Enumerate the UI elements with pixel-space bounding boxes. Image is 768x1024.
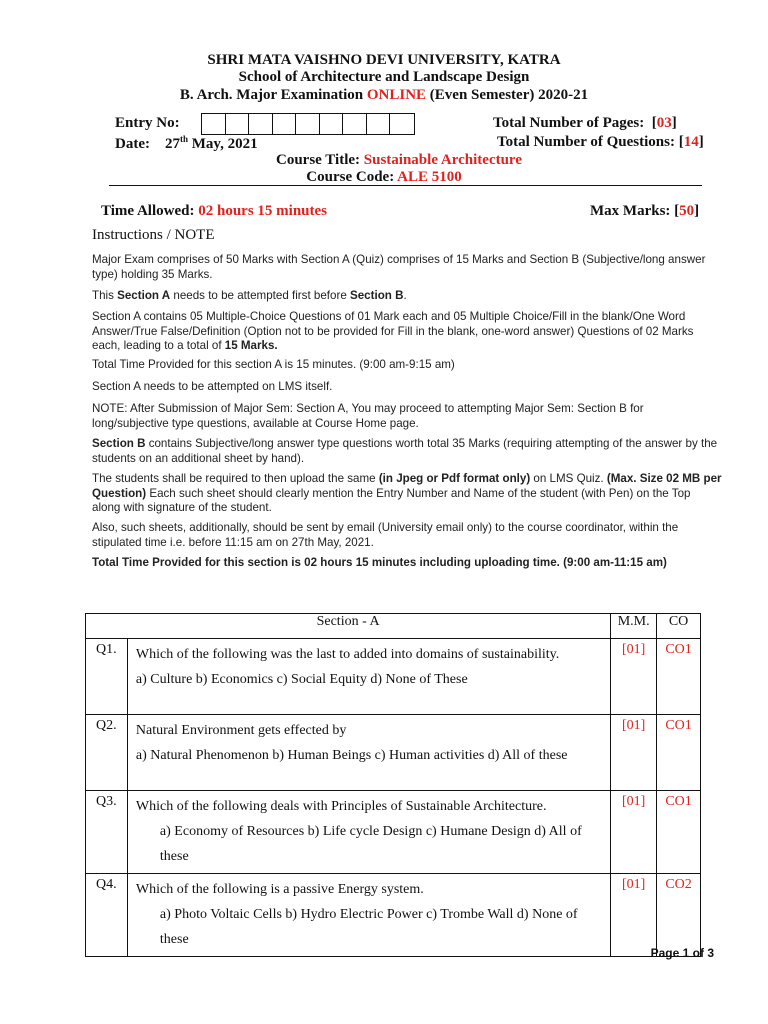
course-code-line [0,169,768,186]
mm-header: M.M. [611,614,657,639]
question-text: Which of the following was the last to added into domains of sustainability. [135,647,560,662]
question-marks: [01] [611,715,657,791]
entry-number-boxes[interactable] [201,113,415,135]
exam-date [115,134,258,153]
page-label: Page [650,946,680,960]
instruction-p7 [92,437,722,466]
page-total: of 3 [692,946,714,960]
question-options: a) Culture b) Economics c) Social Equity d) None of These [135,672,468,687]
p7-section-b: Section B [92,437,146,450]
course-title-line [15,152,768,169]
question-text: Which of the following deals with Principles of Sustainable Architecture. [135,799,547,814]
instructions-title: Instructions / NOTE [92,227,215,243]
question-cell [127,715,610,791]
instruction-p5: Section A needs to be attempted on LMS itself. [92,380,333,393]
question-co: CO1 [657,791,701,874]
p8-text-2: on LMS Quiz. [530,472,607,485]
marks-value: 50 [679,203,695,219]
question-cell [127,791,610,874]
p8-format: (in Jpeg or Pdf format only) [378,472,531,485]
pages-value: 03 [656,115,672,131]
co-header: CO [657,614,701,639]
course-code: ALE 5100 [397,169,462,185]
table-header-row [86,614,701,639]
p8-text: The students shall be required to then upload the same [92,472,379,485]
table-row [86,791,701,874]
total-questions: Total Number of Questions: [14] [497,134,704,150]
question-options: a) Photo Voltaic Cells b) Hydro Electric Power c) Trombe Wall d) None of these [159,907,578,947]
university-name: SHRI MATA VAISHNO DEVI UNIVERSITY, KATRA [207,52,561,68]
instruction-p3 [92,310,716,354]
question-text: Which of the following is a passive Energy system. [135,882,424,897]
marks-label: Max Marks: [590,203,671,219]
p2-section-b: Section B [349,289,404,302]
questions-label: Total Number of Questions: [497,134,675,150]
course-title-label: Course Title: [276,152,361,168]
exam-mode: ONLINE [366,87,427,103]
pages-label: Total Number of Pages: [493,115,645,131]
instruction-p6: NOTE: After Submission of Major Sem: Section A, You may proceed to attempting Major Sem: Section B for long/subjective type questions, available at Course Home page. [92,402,644,430]
table-row [86,715,701,791]
question-co: CO1 [657,715,701,791]
question-number: Q4. [86,874,128,957]
p2-text: This [92,289,118,302]
instruction-p4: Total Time Provided for this section A is 15 minutes. (9:00 am-9:15 am) [92,358,455,371]
question-options: a) Economy of Resources b) Life cycle Design c) Humane Design d) All of these [159,824,582,864]
question-co: CO2 [657,874,701,957]
p2-text-2: needs to be attempted first before [170,289,350,302]
entry-box[interactable] [273,114,297,134]
question-number: Q2. [86,715,128,791]
question-co: CO1 [657,639,701,715]
question-marks: [01] [611,874,657,957]
entry-box[interactable] [367,114,391,134]
question-cell [127,874,610,957]
exam-prefix: B. Arch. Major Examination [179,87,364,103]
page-number: 1 [682,946,690,960]
time-label: Time Allowed: [101,203,195,219]
p7-text: contains Subjective/long answer type questions worth total 35 Marks (requiring attempting of the answer by the students on an additional sheet by hand). [92,437,718,465]
questions-value: 14 [683,134,699,150]
p3-bold: 15 Marks. [224,339,278,353]
time-allowed [101,203,327,220]
instruction-p8 [92,472,722,516]
p2-section-a: Section A [117,289,171,302]
course-title: Sustainable Architecture [363,152,522,168]
course-code-label: Course Code: [306,169,395,185]
table-row [86,874,701,957]
header-divider [109,185,702,186]
max-marks: Max Marks: [50] [590,203,700,219]
instruction-p9: Also, such sheets, additionally, should be sent by email (University email only) to the course coordinator, within the stipulated time i.e. before 11:15 am on 27th May, 2021. [92,521,679,549]
question-text: Natural Environment gets effected by [135,723,347,738]
date-label: Date: [115,136,150,152]
question-marks: [01] [611,791,657,874]
entry-label: Entry No: [115,115,180,131]
p8-size: (Max. Size 02 MB per Question) [92,472,722,500]
total-pages: Total Number of Pages: [03] [493,115,677,131]
question-number: Q3. [86,791,128,874]
question-number: Q1. [86,639,128,715]
entry-box[interactable] [390,114,414,134]
entry-box[interactable] [202,114,226,134]
entry-box[interactable] [320,114,344,134]
page-footer [651,946,714,960]
instruction-p10: Total Time Provided for this section is 02 hours 15 minutes including uploading time. (9:00 am-11:15 am) [92,556,667,569]
section-a-table [85,613,701,957]
instruction-p1: Major Exam comprises of 50 Marks with Section A (Quiz) comprises of 15 Marks and Section B (Subjective/long answer type) holding 35 Marks. [92,253,706,281]
entry-box[interactable] [249,114,273,134]
question-cell [127,639,610,715]
p8-text-3: Each such sheet should clearly mention the Entry Number and Name of the student (with Pen) on the Top along with signature of the student. [92,486,691,515]
entry-box[interactable] [343,114,367,134]
entry-box[interactable] [226,114,250,134]
table-row [86,639,701,715]
school-name: School of Architecture and Landscape Design [238,69,530,85]
time-value: 02 hours 15 minutes [198,203,328,219]
section-header: Section - A [86,614,611,639]
exam-title [0,87,768,104]
question-marks: [01] [611,639,657,715]
entry-box[interactable] [296,114,320,134]
question-options: a) Natural Phenomenon b) Human Beings c) Human activities d) All of these [135,748,568,763]
date-rest: May, 2021 [191,136,258,152]
date-sup: th [179,134,188,144]
instruction-p2 [92,289,722,304]
date-day: 27 [164,136,180,152]
exam-suffix: (Even Semester) 2020-21 [429,87,589,103]
p2-text-3: . [403,289,407,302]
p3-text: Section A contains 05 Multiple-Choice Questions of 01 Mark each and 05 Multiple Choice/Fill in the blank/One Word Answer/True False/Definition (Option not to be provided for Fill in the blank, one-word answer) Questions of 02 Marks each, leading to a total of [92,310,694,353]
